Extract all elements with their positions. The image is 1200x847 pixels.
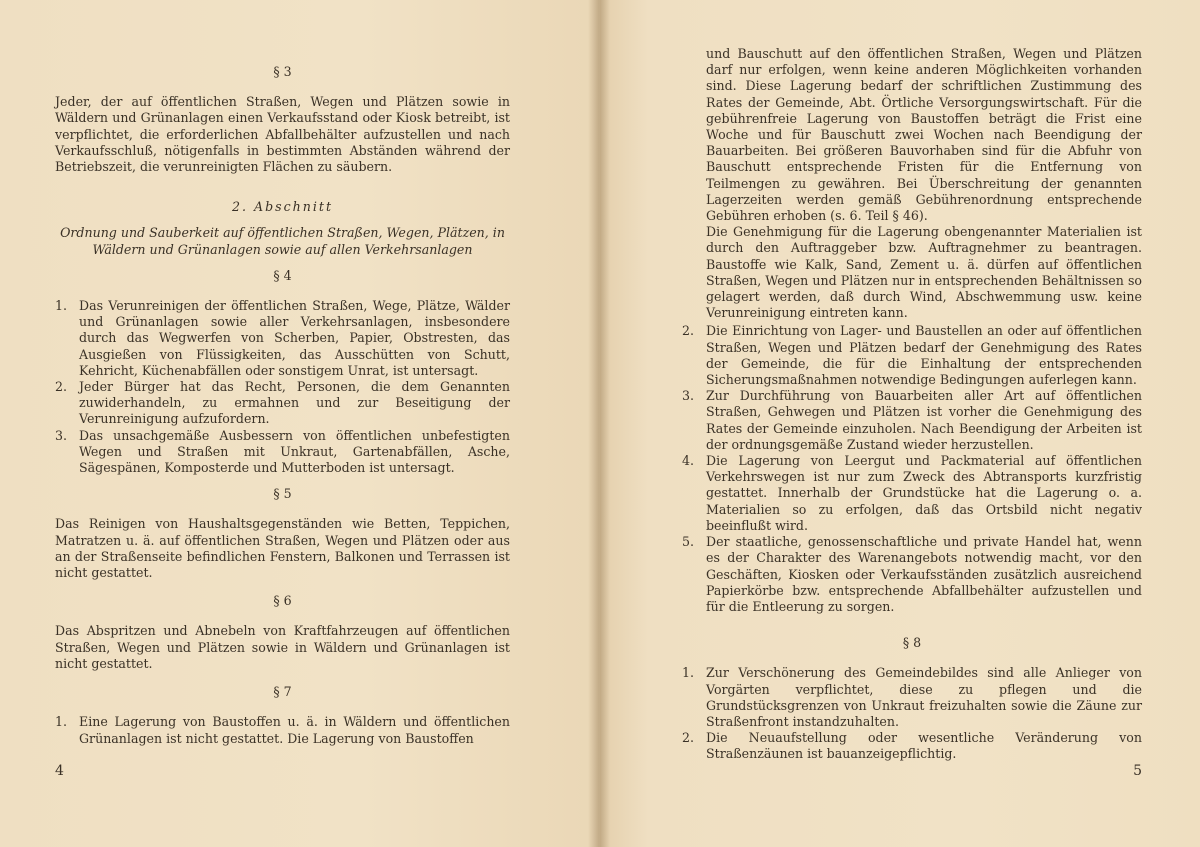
list-number: 1. — [55, 714, 68, 730]
section-8-list — [682, 665, 1142, 762]
continuation-text: und Bauschutt auf den öffentlichen Straßen, Wegen und Plätzen darf nur erfolgen, wenn keine anderen Möglichkeiten vorhanden sind. Diese Lagerung bedarf der schriftlichen Zustimmung des Rates der Gemeinde, Abt. Örtliche Versorgungswirtschaft. Für die gebührenfreie Lagerung von Baustoffen beträgt die Frist eine Woche und für Bauschutt zwei Wochen nach Beendigung der Bauarbeiten. Bei größeren Bauvorhaben sind für die Abfuhr von Bauschutt entsprechende Fristen für die Entfernung von Teilmengen zu gewähren. Bei Überschreitung der genannten Lagerzeiten werden gemäß Gebührenordnung entsprechende Gebühren erhoben (s. 6. Teil § 46). — [706, 46, 1142, 224]
page-number: 4 — [55, 763, 64, 779]
section-6-text: Das Abspritzen und Abnebeln von Kraftfahrzeugen auf öffentlichen Straßen, Wegen und Plätzen sowie in Wäldern und Grünanlagen ist nicht gestattet. — [55, 623, 510, 671]
list-text: Die Einrichtung von Lager- und Baustellen an oder auf öffentlichen Straßen, Wegen und Plätzen bedarf der Genehmigung des Rates der Gemeinde, die für die Einhaltung der entsprechenden Sicherungsmaßnahmen notwendige Bedingungen auferlegen kann. — [706, 323, 1142, 388]
list-number: 2. — [55, 379, 68, 395]
list-text: Zur Durchführung von Bauarbeiten aller Art auf öffentlichen Straßen, Gehwegen und Plätzen ist vorher die Genehmigung des Rates der Gemeinde einzuholen. Nach Beendigung der Arbeiten ist der ordnungsgemäße Zustand wieder herzustellen. — [706, 388, 1142, 452]
section-8-heading: § 8 — [902, 635, 922, 651]
list-text: Der staatliche, genossenschaftliche und private Handel hat, wenn es der Charakter des Warenangebots notwendig macht, vor den Geschäften, Kiosken oder Verkaufsständen zusätzlich ausreichend Papierkörbe bzw. entsprechende Abfallbehälter aufzustellen und für die Entleerung zu sorgen. — [706, 534, 1142, 614]
section-5-heading: § 5 — [273, 486, 292, 502]
list-number: 4. — [682, 453, 695, 469]
abschnitt-2-subtitle: Ordnung und Sauberkeit auf öffentlichen Straßen, Wegen, Plätzen, in Wäldern und Grünanlagen sowie auf allen Verkehrsanlagen — [60, 225, 505, 257]
list-number: 3. — [682, 388, 695, 404]
list-item — [55, 714, 510, 746]
list-number: 2. — [682, 730, 695, 746]
page-number: 5 — [1133, 763, 1142, 779]
list-text: Zur Verschönerung des Gemeindebildes sind alle Anlieger von Vorgärten verpflichtet, diese zu pflegen und die Grundstücksgrenzen von Unkraut freizuhalten sowie die Zäune zur Straßenfront instandzuhalten. — [706, 665, 1142, 729]
list-text: Das Verunreinigen der öffentlichen Straßen, Wege, Plätze, Wälder und Grünanlagen sowie aller Verkehrsanlagen, insbesondere durch das Wegwerfen von Scherben, Papier, Obstresten, das Ausgießen von Flüssigkeiten, das Ausschütten von Schutt, Kehricht, Küchenabfällen oder sonstigem Unrat, ist untersagt. — [79, 298, 510, 378]
section-3-text: Jeder, der auf öffentlichen Straßen, Wegen und Plätzen sowie in Wäldern und Grünanlagen einen Verkaufsstand oder Kiosk betreibt, ist verpflichtet, die erforderlichen Abfallbehälter aufzustellen und nach Verkaufsschluß, nötigenfalls in bestimmten Abständen während der Betriebszeit, die verunreinigten Flächen zu säubern. — [55, 94, 510, 175]
abschnitt-2-title: 2. Abschnitt — [231, 199, 334, 215]
section-7-list-continued — [682, 323, 1142, 615]
list-number: 3. — [55, 427, 68, 443]
list-number: 1. — [682, 665, 695, 681]
section-5-text: Das Reinigen von Haushaltsgegenständen wie Betten, Teppichen, Matratzen u. ä. auf öffentlichen Straßen, Wegen und Plätzen oder aus an der Straßenseite befindlichen Fenstern, Balkonen und Terrassen ist nicht gestattet. — [55, 516, 510, 581]
left-page-content — [55, 60, 510, 757]
list-item — [682, 534, 1142, 615]
list-text: Das unsachgemäße Ausbessern von öffentlichen unbefestigten Wegen und Straßen mit Unkraut, Gartenabfällen, Asche, Sägespänen, Komposterde und Mutterboden ist untersagt. — [79, 427, 510, 476]
section-4-list — [55, 298, 510, 476]
list-item — [55, 298, 510, 379]
list-item — [55, 379, 510, 428]
section-3-heading: § 3 — [273, 64, 292, 79]
section-7-heading: § 7 — [273, 684, 292, 700]
list-item — [682, 453, 1142, 534]
list-item — [682, 730, 1142, 762]
list-text: Die Neuaufstellung oder wesentliche Veränderung von Straßenzäunen ist bauanzeigepflichtig. — [706, 730, 1142, 762]
right-page-content — [682, 46, 1142, 773]
list-item — [682, 665, 1142, 730]
list-item — [682, 323, 1142, 388]
list-number: 1. — [55, 298, 68, 314]
section-7-list — [55, 714, 510, 746]
list-text: Die Lagerung von Leergut und Packmaterial auf öffentlichen Verkehrswegen ist nur zum Zweck des Abtransports kurzfristig gestattet. Innerhalb der Grundstücke hat die Lagerung o. a. Materialien so zu erfolgen, daß das Ortsbild nicht negativ beeinflußt wird. — [706, 453, 1142, 533]
section-4-heading: § 4 — [273, 267, 292, 283]
list-text: Jeder Bürger hat das Recht, Personen, die dem Genannten zuwiderhandeln, zu ermahnen und zur Beseitigung der Verunreinigung aufzufordern. — [79, 379, 510, 427]
right-page — [600, 0, 1200, 847]
list-item — [55, 428, 510, 477]
section-7-continuation — [682, 46, 1142, 321]
list-text: Eine Lagerung von Baustoffen u. ä. in Wäldern und öffentlichen Grünanlagen ist nicht gestattet. Die Lagerung von Baustoffen — [79, 714, 510, 746]
list-number: 2. — [682, 323, 695, 339]
continuation-text-2: Die Genehmigung für die Lagerung obengenannter Materialien ist durch den Auftraggeber bzw. Auftragnehmer zu beantragen. Baustoffe wie Kalk, Sand, Zement u. ä. dürfen auf öffentlichen Straßen, Wegen und Plätzen nur in entsprechenden Behältnissen so gelagert werden, daß durch Wind, Abschwemmung usw. keine Verunreinigung eintreten kann. — [706, 224, 1142, 321]
list-item — [682, 388, 1142, 453]
section-6-heading: § 6 — [273, 593, 292, 609]
list-number: 5. — [682, 534, 695, 550]
